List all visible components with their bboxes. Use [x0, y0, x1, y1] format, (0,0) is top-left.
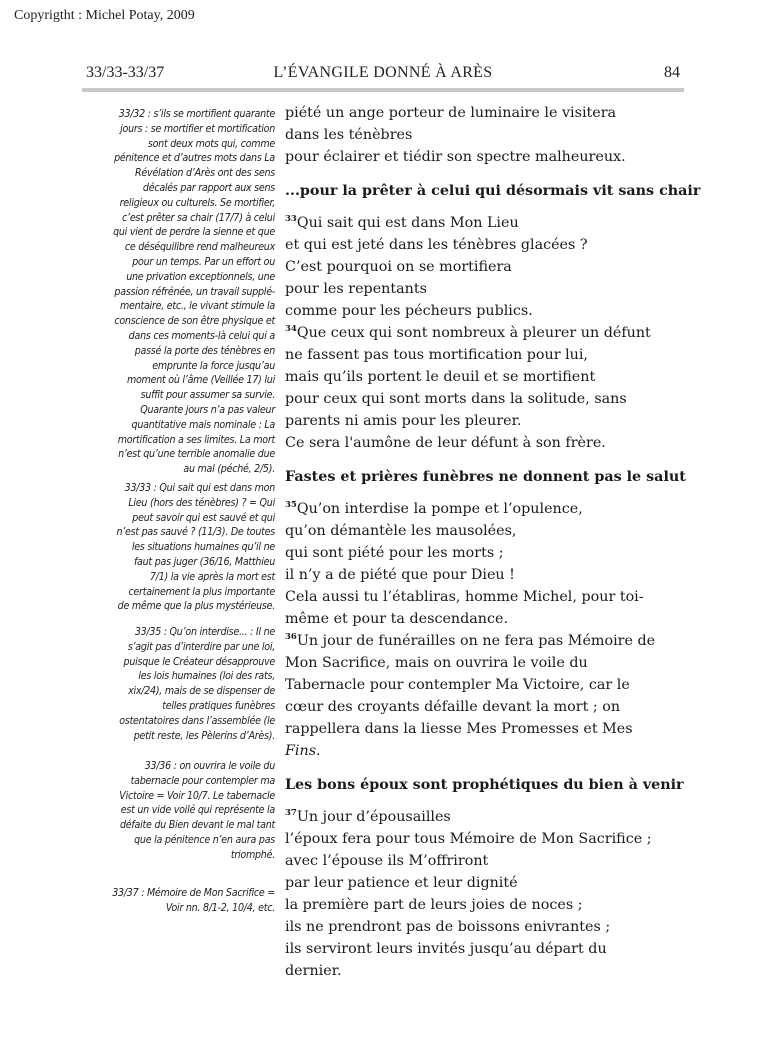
note-line: de même que la plus mystérieuse. [117, 600, 275, 613]
verse-text: Ce sera l'aumône de leur défunt à son frère. [285, 435, 606, 451]
verse-line [285, 237, 588, 253]
verse-number: 33 [285, 214, 297, 225]
margin-note [82, 759, 275, 863]
page-number: 84 [664, 64, 680, 81]
verse-text: ils ne prendront pas de boissons enivrantes ; [285, 919, 611, 935]
verse-line [285, 303, 533, 319]
verse-line [285, 435, 606, 451]
verse-text: par leur patience et leur dignité [285, 875, 518, 891]
note-line: ce déséquilibre rend malheureux [124, 241, 275, 254]
verse-text: Cela aussi tu l’établiras, homme Michel, pour toi- [285, 589, 644, 605]
note-line: au mal (péché, 2/5). [183, 463, 275, 476]
verse-text: Mon Sacrifice, mais on ouvrira le voile du [285, 655, 588, 671]
verse-line [285, 281, 427, 297]
verse-line [285, 127, 412, 143]
verse-line [285, 149, 626, 165]
verse-text: Qui sait qui est dans Mon Lieu [296, 215, 519, 231]
verse-text: dernier. [285, 963, 342, 979]
verse-start [285, 809, 451, 825]
verse-line [285, 545, 504, 561]
verse-line [285, 369, 595, 385]
note-line: passion réfrénée, un travail supplé- [114, 285, 275, 298]
verse-text: l’époux fera pour tous Mémoire de Mon Sacrifice ; [285, 831, 652, 847]
note-line: les situations humaines qu’il ne [131, 541, 275, 554]
note-line: religieux ou culturels. Se mortifier, [119, 196, 275, 209]
note-line: petit reste, les Pèlerins d’Arès). [133, 729, 275, 742]
verse-line [285, 567, 515, 583]
note-line: 33/36 : on ouvrira le voile du [144, 760, 275, 772]
note-line: 33/32 : s’ils se mortifient quarante [118, 108, 275, 120]
verse-text: il n’y a de piété que pour Dieu ! [285, 567, 515, 583]
verse-start [285, 325, 651, 341]
note-line: Victoire = Voir 10/7. Le tabernacle [119, 789, 275, 802]
verse-line [285, 721, 633, 737]
verse-line [285, 699, 620, 715]
note-line: 33/37 : Mémoire de Mon Sacrifice = [112, 887, 275, 899]
verse-text: pour ceux qui sont morts dans la solitude, sans [285, 391, 627, 407]
note-line: pénitence et d’autres mots dans La [114, 152, 275, 165]
verse-line [285, 897, 583, 913]
verse-text: pour éclairer et tiédir son spectre malheureux. [285, 149, 626, 165]
verse-text: ils serviront leurs invités jusqu’au départ du [285, 941, 607, 957]
note-line: suffit pour assumer sa survie. [140, 389, 275, 402]
verse-start [285, 501, 583, 517]
note-line: pour un temps. Par un effort ou [132, 255, 275, 268]
note-line: n’est qu’une terrible anomalie due [118, 448, 275, 461]
book-title: L’ÉVANGILE DONNÉ À ARÈS [273, 64, 493, 81]
note-line: emprunte la force jusqu’au [152, 359, 275, 372]
note-line: décalés par rapport aux sens [142, 181, 275, 194]
margin-note [82, 625, 275, 743]
verse-text: Qu’on interdise la pompe et l’opulence, [296, 501, 583, 517]
note-line: faut pas juger (36/16, Matthieu [133, 555, 275, 568]
margin-note [82, 481, 275, 614]
verse-line [285, 919, 610, 935]
note-line: quantitative mais nominale : La [131, 418, 275, 431]
verse-text: qu’on démantèle les mausolées, [285, 523, 517, 539]
verse-text: C’est pourquoi on se mortifiera [285, 259, 512, 275]
verse-line [285, 259, 512, 275]
note-line: mentaire, etc., le vivant stimule la [120, 300, 275, 313]
note-line: sont deux mots qui, comme [147, 137, 275, 150]
section-heading: ...pour la prêter à celui qui désormais vit sans chair [285, 183, 701, 199]
note-line: passé la porte des ténèbres en [134, 344, 275, 357]
verse-line [285, 589, 644, 605]
note-line: 33/33 : Qui sait qui est dans mon [124, 482, 275, 494]
verse-text: piété un ange porteur de luminaire le visitera [285, 105, 617, 121]
note-line: tabernacle pour contempler ma [130, 774, 275, 787]
verse-number: 37 [285, 808, 297, 819]
verse-text: et qui est jeté dans les ténèbres glacées ? [285, 237, 588, 253]
verse-text: mais qu’ils portent le deuil et se mortifient [285, 369, 596, 385]
verse-text: cœur des croyants défaille devant la mort ; on [285, 699, 621, 715]
verse-text: qui sont piété pour les morts ; [285, 545, 504, 561]
note-line: mortification a ses limites. La mort [117, 433, 275, 446]
section-heading: Les bons époux sont prophétiques du bien à venir [285, 777, 684, 793]
note-line: telles pratiques funèbres [162, 699, 275, 712]
note-line: 7/1) la vie après la mort est [149, 570, 275, 583]
section-heading: Fastes et prières funèbres ne donnent pas le salut [285, 469, 686, 485]
verse-text: même et pour ta descendance. [285, 611, 509, 627]
margin-note [82, 107, 275, 477]
verse-number: 36 [285, 632, 297, 643]
verse-text: pour les repentants [285, 281, 427, 297]
verse-number: 35 [285, 500, 297, 511]
copyright-notice: Copyrigtht : Michel Potay, 2009 [14, 8, 195, 23]
verse-line [285, 611, 508, 627]
verse-line [285, 523, 516, 539]
verse-line [285, 853, 488, 869]
note-line: les lois humaines (loi des rats, [138, 670, 275, 683]
running-header [82, 60, 684, 82]
verse-line [285, 831, 652, 847]
verse-line [285, 875, 518, 891]
verse-text: rappellera dans la liesse Mes Promesses et Mes [285, 721, 633, 737]
verse-line [285, 391, 627, 407]
verse-start [285, 633, 655, 649]
verse-number: 34 [285, 324, 297, 335]
note-line: que la pénitence n’en aura pas [134, 833, 275, 846]
note-line: c’est prêter sa chair (17/7) à celui [122, 211, 275, 224]
header-rule [82, 88, 684, 92]
note-line: dans ces moments-là celui qui a [128, 329, 275, 342]
note-line: 33/35 : Qu’on interdise... : Il ne [134, 626, 275, 638]
note-line: peut savoir qui est sauvé et qui [132, 511, 275, 524]
note-line: puisque le Créateur désapprouve [123, 655, 275, 668]
verse-text: ne fassent pas tous mortification pour lui, [285, 347, 588, 363]
note-line: Lieu (hors des ténèbres) ? = Qui [128, 496, 275, 509]
note-line: xix/24), mais de se dispenser de [128, 685, 275, 698]
verse-line [285, 743, 321, 759]
verse-text: Un jour de funérailles on ne fera pas Mémoire de [296, 633, 656, 649]
verse-line [285, 941, 607, 957]
verse-text: Un jour d’épousailles [296, 809, 451, 825]
note-line: conscience de son être physique et [114, 315, 275, 328]
verse-line [285, 105, 616, 121]
note-line: Voir nn. 8/1-2, 10/4, etc. [165, 901, 275, 914]
note-line: n’est pas sauvé ? (11/3). De toutes [116, 526, 275, 539]
verse-text: avec l’épouse ils M’offriront [285, 853, 489, 869]
verse-line [285, 677, 630, 693]
note-line: Révélation d’Arès ont des sens [134, 167, 275, 180]
verse-text: Tabernacle pour contempler Ma Victoire, car le [285, 677, 630, 693]
verse-text: comme pour les pécheurs publics. [285, 303, 533, 319]
verse-text: dans les ténèbres [285, 127, 413, 143]
note-line: s’agit pas d’interdire par une loi, [127, 640, 275, 653]
verse-line [285, 347, 588, 363]
verse-range: 33/33-33/37 [86, 64, 165, 81]
verse-text: Que ceux qui sont nombreux à pleurer un défunt [296, 325, 651, 341]
note-line: une privation exceptionnels, une [126, 270, 275, 283]
verse-start [285, 215, 519, 231]
verse-text: la première part de leurs joies de noces ; [285, 897, 583, 913]
verse-line [285, 413, 521, 429]
note-line: Quarante jours n’a pas valeur [140, 403, 275, 416]
margin-note [82, 886, 275, 916]
verse-line [285, 655, 588, 671]
note-line: ostentatoires dans l’assemblée (le [119, 714, 275, 727]
verse-text: parents ni amis pour les pleurer. [285, 413, 522, 429]
note-line: moment où l’âme (Veillée 17) lui [126, 374, 275, 387]
note-line: défaite du Bien devant le mal tant [119, 819, 275, 832]
note-line: qui vient de perdre la sienne et que [113, 226, 275, 239]
note-line: triomphé. [230, 848, 275, 861]
verse-text: Fins. [285, 743, 321, 759]
note-line: certainement la plus importante [128, 585, 275, 598]
verse-line [285, 963, 342, 979]
note-line: est un vide voilé qui représente la [120, 804, 275, 817]
note-line: jours : se mortifier et mortification [120, 122, 275, 135]
